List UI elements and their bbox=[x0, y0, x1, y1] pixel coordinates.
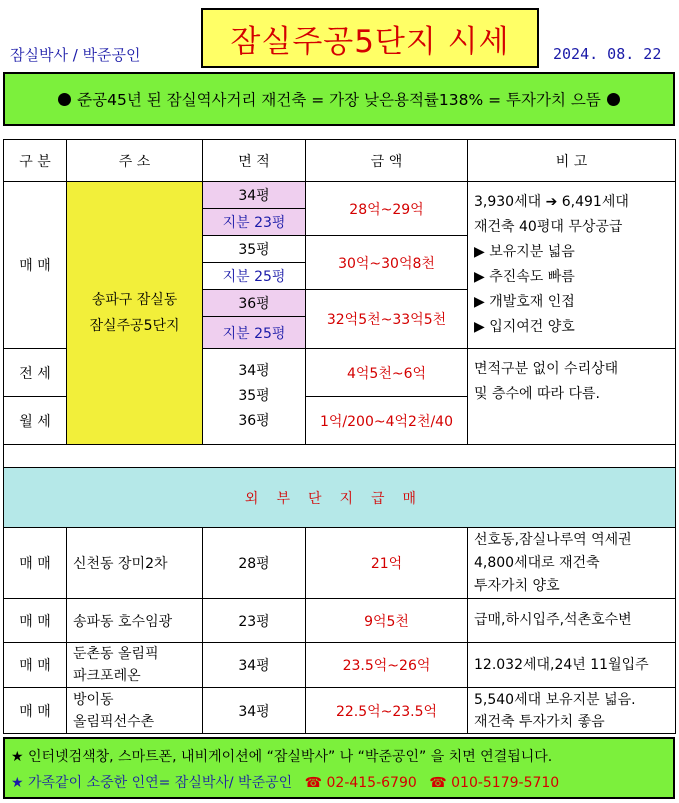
ext-area: 34평 bbox=[203, 643, 306, 688]
ext-area: 28평 bbox=[203, 528, 306, 599]
note-line: 재건축 40평대 무상공급 bbox=[474, 219, 623, 235]
ext-type: 매 매 bbox=[4, 599, 67, 643]
rent-area: 34평 bbox=[238, 363, 270, 379]
ext-address-line: 파크포레온 bbox=[73, 668, 141, 684]
note-line: ▶ 보유지분 넓음 bbox=[474, 244, 575, 260]
note-line: 면적구분 없이 수리상태 bbox=[474, 361, 619, 377]
table-row bbox=[4, 528, 676, 599]
note-line: 재건축 투자가치 좋음 bbox=[474, 713, 605, 730]
share-36: 지분 25평 bbox=[203, 317, 306, 349]
footer-line1: ★ 인터넷검색창, 스마트폰, 내비게이션에 “잠실박사” 나 “박준공인” 을 치면 연결됩니다. bbox=[11, 749, 553, 765]
note-line: ▶ 개발호재 인접 bbox=[474, 294, 575, 310]
area-34: 34평 bbox=[203, 182, 306, 209]
header-office-name: 잠실박사 / 박준공인 bbox=[10, 46, 141, 64]
area-36: 36평 bbox=[203, 290, 306, 317]
note-line: ▶ 추진속도 빠름 bbox=[474, 269, 575, 285]
share-35: 지분 25평 bbox=[203, 263, 306, 290]
note-line: ▶ 입지여건 양호 bbox=[474, 319, 575, 335]
ext-price: 23.5억~26억 bbox=[306, 643, 468, 688]
ext-area: 23평 bbox=[203, 599, 306, 643]
main-address-line2: 잠실주공5단지 bbox=[89, 318, 180, 334]
phone-office[interactable]: ☎ 02-415-6790 bbox=[304, 775, 417, 791]
header-category: 구 분 bbox=[4, 140, 67, 182]
ext-address bbox=[67, 643, 203, 688]
ext-price: 22.5억~23.5억 bbox=[306, 688, 468, 734]
ext-notes: 12.032세대,24년 11월입주 bbox=[468, 643, 676, 688]
price-35: 30억~30억8천 bbox=[306, 236, 468, 290]
ext-price: 9억5천 bbox=[306, 599, 468, 643]
wolse-price: 1억/200~4억2천/40 bbox=[306, 397, 468, 445]
sale-label: 매 매 bbox=[4, 182, 67, 349]
rent-area: 35평 bbox=[238, 388, 270, 404]
ext-address: 송파동 호수임광 bbox=[67, 599, 203, 643]
ext-address bbox=[67, 688, 203, 734]
note-line: 및 층수에 따라 다름. bbox=[474, 386, 600, 402]
note-line: 투자가치 양호 bbox=[474, 577, 560, 594]
footer-line2 bbox=[11, 770, 667, 796]
main-address bbox=[67, 182, 203, 445]
note-line: 4,800세대로 재건축 bbox=[474, 554, 600, 571]
ext-notes bbox=[468, 688, 676, 734]
footer-contact bbox=[3, 737, 675, 799]
page-title: 잠실주공5단지 시세 bbox=[201, 8, 539, 68]
header-date: 2024. 08. 22 bbox=[553, 45, 662, 63]
table-row bbox=[4, 643, 676, 688]
footer-slogan: ★ 가족같이 소중한 인연= 잠실박사/ 박준공인 bbox=[11, 775, 293, 791]
header-area: 면 적 bbox=[203, 140, 306, 182]
price-34: 28억~29억 bbox=[306, 182, 468, 236]
wolse-label: 월 세 bbox=[4, 397, 67, 445]
bullet-dot-icon bbox=[607, 93, 620, 106]
header-notes: 비 고 bbox=[468, 140, 676, 182]
jeonse-price: 4억5천~6억 bbox=[306, 349, 468, 397]
banner-text: 준공45년 된 잠실역사거리 재건축 = 가장 낮은용적률138% = 투자가치 으뜸 bbox=[77, 91, 601, 109]
table-row bbox=[4, 688, 676, 734]
bullet-dot-icon bbox=[58, 93, 71, 106]
jeonse-label: 전 세 bbox=[4, 349, 67, 397]
ext-type: 매 매 bbox=[4, 528, 67, 599]
sale-notes bbox=[468, 182, 676, 349]
header-price: 금 액 bbox=[306, 140, 468, 182]
header-address: 주 소 bbox=[67, 140, 203, 182]
ext-notes: 급매,하시입주,석촌호수변 bbox=[468, 599, 676, 643]
share-34: 지분 23평 bbox=[203, 209, 306, 236]
rent-areas bbox=[203, 349, 306, 445]
main-address-line1: 송파구 잠실동 bbox=[91, 292, 178, 308]
ext-address-line: 둔촌동 올림픽 bbox=[73, 646, 159, 662]
spacer-row bbox=[4, 445, 676, 468]
price-table bbox=[3, 139, 676, 734]
rent-area: 36평 bbox=[238, 413, 270, 429]
table-header-row bbox=[4, 140, 676, 182]
ext-address-line: 방이동 bbox=[73, 691, 114, 708]
ext-address: 신천동 장미2차 bbox=[67, 528, 203, 599]
area-35: 35평 bbox=[203, 236, 306, 263]
ext-type: 매 매 bbox=[4, 688, 67, 734]
phone-mobile[interactable]: ☎ 010-5179-5710 bbox=[429, 775, 560, 791]
rent-notes bbox=[468, 349, 676, 445]
ext-area: 34평 bbox=[203, 688, 306, 734]
note-line: 선호동,잠실나루역 역세권 bbox=[474, 531, 632, 548]
external-section-title: 외부단지급매 bbox=[4, 468, 676, 528]
note-line: 5,540세대 보유지분 넓음. bbox=[474, 691, 636, 708]
ext-notes bbox=[468, 528, 676, 599]
price-36: 32억5천~33억5천 bbox=[306, 290, 468, 349]
table-row bbox=[4, 599, 676, 643]
headline-banner bbox=[3, 72, 675, 126]
ext-price: 21억 bbox=[306, 528, 468, 599]
ext-address-line: 올림픽선수촌 bbox=[73, 713, 155, 730]
note-line: 3,930세대 ➔ 6,491세대 bbox=[474, 194, 629, 210]
ext-type: 매 매 bbox=[4, 643, 67, 688]
